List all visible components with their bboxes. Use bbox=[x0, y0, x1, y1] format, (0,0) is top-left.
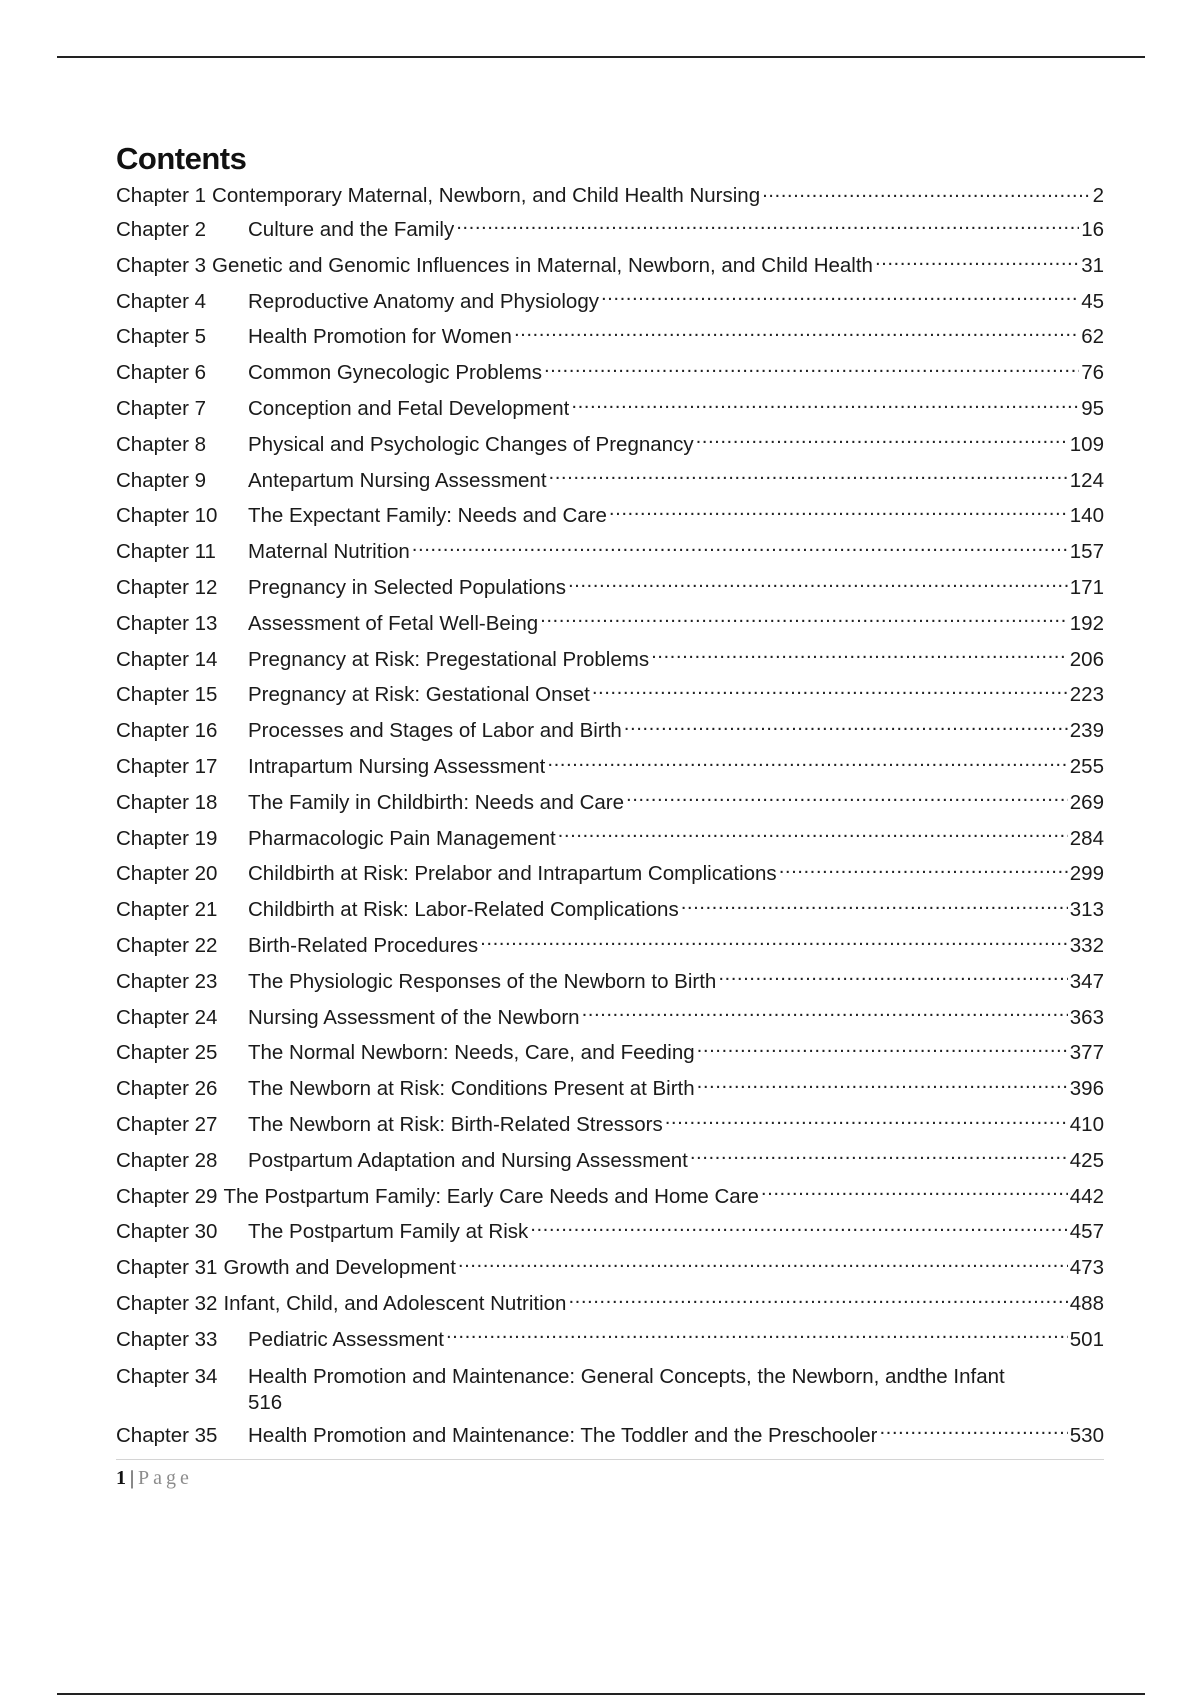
dot-leader bbox=[514, 323, 1079, 344]
toc-entry-page: 62 bbox=[1081, 325, 1104, 349]
footer-rule bbox=[116, 1459, 1104, 1460]
toc-entry-title: Culture and the Family bbox=[248, 218, 455, 241]
toc-entry-title: The Postpartum Family at Risk bbox=[248, 1220, 529, 1244]
toc-entry[interactable] bbox=[116, 928, 1104, 964]
toc-entry-page: 206 bbox=[1069, 647, 1104, 671]
toc-entry-label: Chapter 25 bbox=[116, 1041, 218, 1065]
toc-entry-label: Chapter 17 bbox=[116, 754, 218, 778]
toc-entry-page: 377 bbox=[1069, 1041, 1104, 1065]
toc-entry[interactable] bbox=[116, 1418, 1104, 1454]
toc-entry-page: 425 bbox=[1069, 1148, 1104, 1172]
toc-entry[interactable] bbox=[116, 642, 1104, 678]
toc-entry-page: 95 bbox=[1081, 396, 1104, 420]
bottom-rule bbox=[57, 1693, 1145, 1695]
toc-entry-label: Chapter 12 bbox=[116, 575, 218, 599]
toc-entry[interactable] bbox=[116, 1107, 1104, 1143]
toc-entry-label: Chapter 26 bbox=[116, 1077, 218, 1101]
toc-entry-label: Chapter 7 bbox=[116, 396, 207, 420]
toc-entry-label: Chapter 23 bbox=[116, 969, 218, 993]
toc-entry-page: 313 bbox=[1069, 898, 1104, 922]
dot-leader bbox=[651, 645, 1068, 666]
toc-entry-page: 76 bbox=[1081, 361, 1104, 385]
dot-leader bbox=[544, 359, 1079, 380]
toc-entry-page: 171 bbox=[1069, 575, 1104, 599]
toc-entry-label: Chapter 6 bbox=[116, 361, 207, 385]
toc-entry-title: Pediatric Assessment bbox=[248, 1327, 444, 1351]
toc-entry-page: 255 bbox=[1069, 754, 1104, 778]
toc-entry[interactable] bbox=[116, 570, 1104, 606]
dot-leader bbox=[601, 287, 1079, 308]
toc-entry-page: 347 bbox=[1069, 969, 1104, 993]
dot-leader bbox=[762, 182, 1090, 203]
toc-entry[interactable] bbox=[116, 391, 1104, 427]
toc-entry-label: Chapter 22 bbox=[116, 933, 218, 957]
toc-entry[interactable] bbox=[116, 212, 1104, 248]
toc-entry-label: Chapter 16 bbox=[116, 719, 218, 743]
toc-entry[interactable] bbox=[116, 1071, 1104, 1107]
toc-entry-title: Processes and Stages of Labor and Birth bbox=[248, 719, 622, 743]
dot-leader bbox=[458, 1254, 1068, 1275]
table-of-contents bbox=[116, 138, 1104, 1492]
toc-entry-label: Chapter 21 bbox=[116, 898, 218, 922]
toc-entry[interactable] bbox=[116, 1179, 1104, 1215]
toc-entry-label: Chapter 8 bbox=[116, 432, 207, 456]
toc-entry[interactable] bbox=[116, 856, 1104, 892]
toc-entry-title: Health Promotion and Maintenance: General Concepts, the Newborn, andthe Infant bbox=[248, 1364, 1005, 1388]
toc-entry-title: Infant, Child, and Adolescent Nutrition bbox=[223, 1291, 567, 1315]
dot-leader bbox=[761, 1182, 1068, 1203]
toc-entry[interactable] bbox=[116, 427, 1104, 463]
toc-entry-title: Maternal Nutrition bbox=[248, 540, 410, 564]
toc-entry-label: Chapter 9 bbox=[116, 468, 207, 492]
dot-leader bbox=[879, 1421, 1067, 1442]
dot-leader bbox=[549, 466, 1068, 487]
toc-entry-title: Pharmacologic Pain Management bbox=[248, 826, 556, 850]
toc-entry-label: Chapter 33 bbox=[116, 1327, 218, 1351]
toc-entry-page: 239 bbox=[1069, 719, 1104, 743]
dot-leader bbox=[624, 717, 1068, 738]
toc-entry[interactable] bbox=[116, 785, 1104, 821]
dot-leader bbox=[875, 251, 1079, 272]
toc-entry-label: Chapter 35 bbox=[116, 1423, 218, 1447]
toc-entry-label: Chapter 32 bbox=[116, 1291, 218, 1315]
toc-entry-title: The Normal Newborn: Needs, Care, and Feeding bbox=[248, 1041, 695, 1065]
dot-leader bbox=[530, 1218, 1068, 1239]
toc-entry-label: Chapter 5 bbox=[116, 325, 207, 349]
toc-entry-title: Nursing Assessment of the Newborn bbox=[248, 1005, 580, 1029]
toc-entry-page: 109 bbox=[1069, 432, 1104, 456]
toc-entry-page: 396 bbox=[1069, 1077, 1104, 1101]
toc-entry[interactable] bbox=[116, 1000, 1104, 1036]
toc-entry-page: 223 bbox=[1069, 683, 1104, 707]
toc-entry[interactable] bbox=[116, 964, 1104, 1000]
toc-entry-title: The Expectant Family: Needs and Care bbox=[248, 504, 607, 528]
toc-entry[interactable] bbox=[116, 677, 1104, 713]
toc-entry-page: 442 bbox=[1069, 1184, 1104, 1208]
toc-entry-page: 2 bbox=[1092, 184, 1104, 207]
toc-entry-label: Chapter 28 bbox=[116, 1148, 218, 1172]
toc-entry[interactable] bbox=[116, 463, 1104, 499]
toc-entry-label: Chapter 13 bbox=[116, 611, 218, 635]
toc-entry-title: Growth and Development bbox=[223, 1256, 456, 1280]
toc-entry-title: The Physiologic Responses of the Newborn to Birth bbox=[248, 969, 717, 993]
dot-leader bbox=[568, 573, 1068, 594]
dot-leader bbox=[626, 788, 1068, 809]
toc-entry-label: Chapter 24 bbox=[116, 1005, 218, 1029]
toc-entry-label: Chapter 27 bbox=[116, 1112, 218, 1136]
toc-entry-title: Intrapartum Nursing Assessment bbox=[248, 754, 546, 778]
toc-entry-label: Chapter 1 bbox=[116, 184, 207, 207]
dot-leader bbox=[592, 681, 1068, 702]
toc-entry-label: Chapter 14 bbox=[116, 647, 218, 671]
toc-entry-page: 299 bbox=[1069, 862, 1104, 886]
dot-leader bbox=[697, 1039, 1068, 1060]
toc-entry-title: Health Promotion for Women bbox=[248, 325, 512, 349]
toc-entry-page: 530 bbox=[1069, 1423, 1104, 1447]
footer-separator: | bbox=[130, 1467, 135, 1490]
toc-entry-page: 124 bbox=[1069, 468, 1104, 492]
toc-entry[interactable] bbox=[116, 498, 1104, 534]
toc-entry-title: Physical and Psychologic Changes of Pregnancy bbox=[248, 432, 694, 456]
toc-entry[interactable] bbox=[116, 606, 1104, 642]
toc-entry-page: 363 bbox=[1069, 1005, 1104, 1029]
toc-entry-label: Chapter 31 bbox=[116, 1256, 218, 1280]
toc-entry-page: 140 bbox=[1069, 504, 1104, 528]
toc-entry-title: The Family in Childbirth: Needs and Care bbox=[248, 790, 624, 814]
toc-entry[interactable] bbox=[116, 1286, 1104, 1322]
toc-entry-page: 516 bbox=[248, 1390, 283, 1414]
toc-entry-label: Chapter 18 bbox=[116, 790, 218, 814]
dot-leader bbox=[690, 1146, 1068, 1167]
toc-entry-label: Chapter 19 bbox=[116, 826, 218, 850]
toc-entry-title: Postpartum Adaptation and Nursing Assessment bbox=[248, 1148, 688, 1172]
toc-entry-label: Chapter 2 bbox=[116, 218, 207, 241]
dot-leader bbox=[681, 896, 1068, 917]
dot-leader bbox=[540, 609, 1068, 630]
toc-entry-title: The Newborn at Risk: Conditions Present at Birth bbox=[248, 1077, 695, 1101]
page-label: Page bbox=[138, 1467, 193, 1490]
toc-entry-title: Conception and Fetal Development bbox=[248, 396, 570, 420]
header-rule bbox=[57, 56, 1145, 58]
dot-leader bbox=[696, 430, 1068, 451]
toc-entry-title: Assessment of Fetal Well-Being bbox=[248, 611, 539, 635]
toc-entry-page: 488 bbox=[1069, 1291, 1104, 1315]
dot-leader bbox=[582, 1003, 1068, 1024]
toc-entry-page: 473 bbox=[1069, 1256, 1104, 1280]
dot-leader bbox=[571, 394, 1079, 415]
toc-entry-page: 45 bbox=[1081, 289, 1104, 313]
toc-entry-title: Contemporary Maternal, Newborn, and Child Health Nursing bbox=[212, 184, 761, 207]
toc-entry[interactable] bbox=[116, 1214, 1104, 1250]
toc-entry-label: Chapter 10 bbox=[116, 504, 218, 528]
toc-entry-title: Pregnancy at Risk: Gestational Onset bbox=[248, 683, 590, 707]
toc-entry[interactable] bbox=[116, 319, 1104, 355]
toc-entry[interactable] bbox=[116, 1143, 1104, 1179]
toc-entry-page: 157 bbox=[1069, 540, 1104, 564]
toc-entry[interactable] bbox=[116, 180, 1104, 212]
toc-heading: Contents bbox=[116, 141, 247, 176]
toc-entry-title: The Newborn at Risk: Birth-Related Stressors bbox=[248, 1112, 663, 1136]
toc-entry-label: Chapter 11 bbox=[116, 540, 216, 564]
toc-entry[interactable] bbox=[116, 892, 1104, 928]
toc-entry-label: Chapter 30 bbox=[116, 1220, 218, 1244]
toc-entry-label: Chapter 20 bbox=[116, 862, 218, 886]
dot-leader bbox=[446, 1325, 1068, 1346]
dot-leader bbox=[568, 1289, 1067, 1310]
toc-entry-page: 31 bbox=[1081, 253, 1104, 277]
toc-entry-title: The Postpartum Family: Early Care Needs and Home Care bbox=[223, 1184, 759, 1208]
toc-entry-label: Chapter 34 bbox=[116, 1364, 218, 1388]
dot-leader bbox=[547, 752, 1067, 773]
toc-entry-title: Reproductive Anatomy and Physiology bbox=[248, 289, 599, 313]
toc-entry[interactable] bbox=[116, 355, 1104, 391]
dot-leader bbox=[665, 1110, 1068, 1131]
dot-leader bbox=[456, 216, 1079, 237]
toc-entry-page: 410 bbox=[1069, 1112, 1104, 1136]
toc-entry-page: 457 bbox=[1069, 1220, 1104, 1244]
toc-entry-title: Birth-Related Procedures bbox=[248, 933, 479, 957]
toc-entry[interactable] bbox=[116, 284, 1104, 320]
toc-entry[interactable] bbox=[116, 248, 1104, 284]
toc-entry[interactable] bbox=[116, 1035, 1104, 1071]
toc-entry-label: Chapter 29 bbox=[116, 1184, 218, 1208]
toc-entry-title: Antepartum Nursing Assessment bbox=[248, 468, 547, 492]
toc-entry[interactable] bbox=[116, 534, 1104, 570]
toc-entry-page: 16 bbox=[1081, 218, 1104, 241]
toc-entry-title: Health Promotion and Maintenance: The Toddler and the Preschooler bbox=[248, 1423, 878, 1447]
dot-leader bbox=[718, 967, 1067, 988]
toc-entry-label: Chapter 15 bbox=[116, 683, 218, 707]
toc-entry-title: Childbirth at Risk: Labor-Related Complications bbox=[248, 898, 679, 922]
page-footer bbox=[116, 1464, 1104, 1492]
toc-entry-title: Childbirth at Risk: Prelabor and Intrapartum Complications bbox=[248, 862, 777, 886]
dot-leader bbox=[412, 538, 1068, 559]
dot-leader bbox=[609, 502, 1068, 523]
toc-entry-title: Genetic and Genomic Influences in Maternal, Newborn, and Child Health bbox=[212, 253, 873, 277]
toc-entry[interactable] bbox=[116, 1322, 1104, 1358]
toc-entry[interactable] bbox=[116, 821, 1104, 857]
toc-entry-page: 501 bbox=[1069, 1327, 1104, 1351]
toc-entry-page: 192 bbox=[1069, 611, 1104, 635]
toc-entry[interactable] bbox=[116, 749, 1104, 785]
dot-leader bbox=[558, 824, 1068, 845]
toc-entry[interactable] bbox=[116, 1250, 1104, 1286]
toc-list bbox=[116, 180, 1104, 1453]
toc-entry-page: 332 bbox=[1069, 933, 1104, 957]
toc-entry-wrap bbox=[248, 1364, 1104, 1416]
toc-entry[interactable] bbox=[116, 713, 1104, 749]
toc-entry-title: Pregnancy at Risk: Pregestational Problems bbox=[248, 647, 650, 671]
toc-entry-label: Chapter 3 bbox=[116, 253, 207, 277]
toc-entry-page: 269 bbox=[1069, 790, 1104, 814]
toc-entry[interactable] bbox=[116, 1358, 1104, 1418]
dot-leader bbox=[779, 860, 1068, 881]
toc-entry-label: Chapter 4 bbox=[116, 289, 207, 313]
dot-leader bbox=[697, 1075, 1068, 1096]
dot-leader bbox=[480, 931, 1068, 952]
toc-entry-page: 284 bbox=[1069, 826, 1104, 850]
page-number: 1 bbox=[116, 1467, 126, 1490]
toc-entry-title: Common Gynecologic Problems bbox=[248, 361, 542, 385]
toc-entry-title: Pregnancy in Selected Populations bbox=[248, 575, 566, 599]
